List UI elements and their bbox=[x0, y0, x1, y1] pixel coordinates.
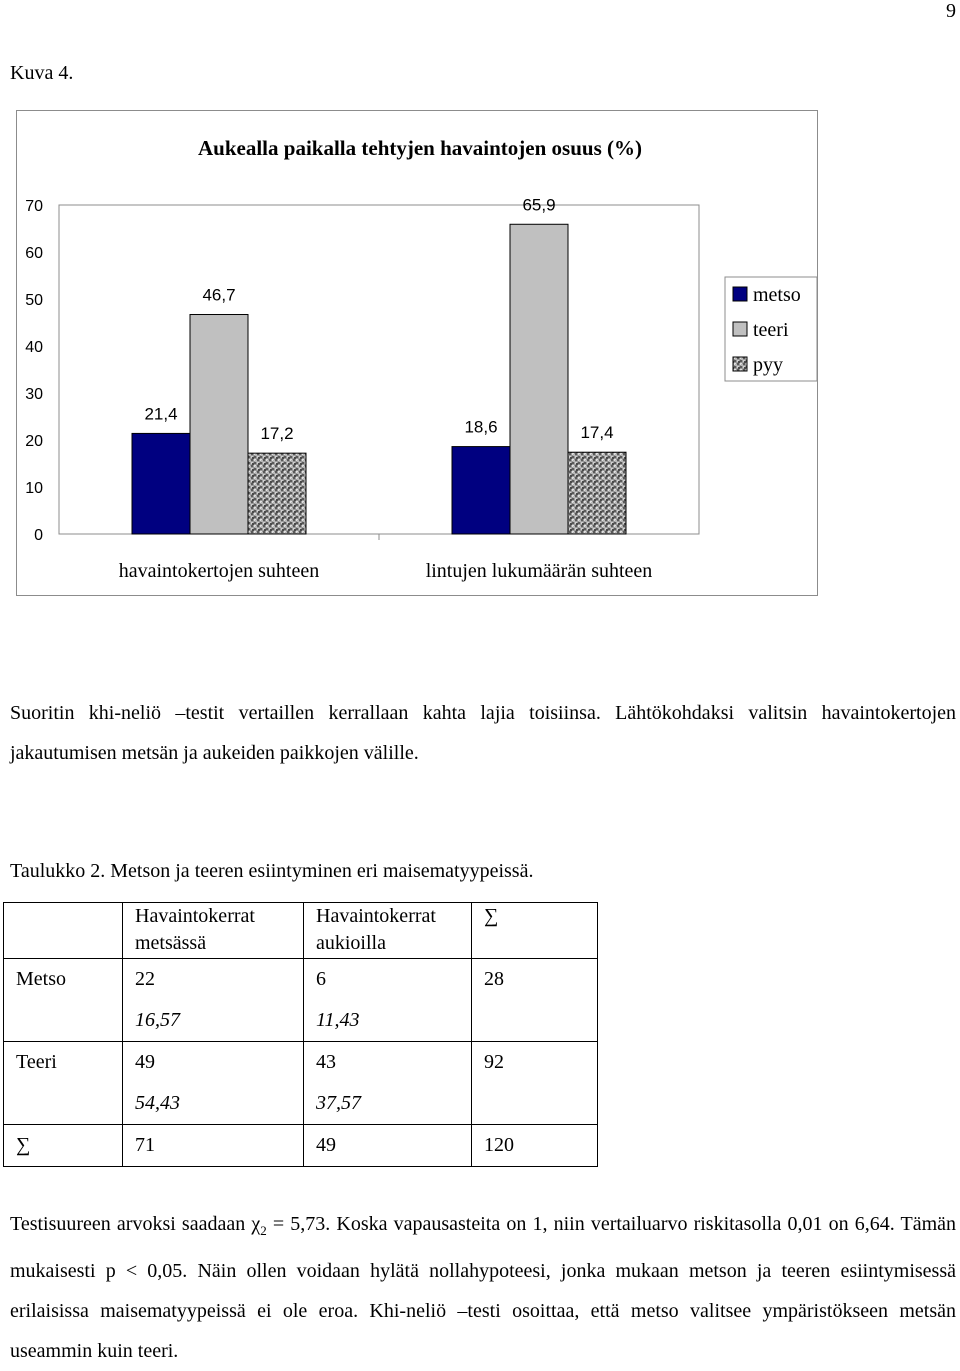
col-header-sum: ∑ bbox=[472, 903, 598, 959]
cell-metso-open: 6 11,43 bbox=[304, 959, 472, 1042]
total-label: ∑ bbox=[4, 1125, 123, 1167]
table-header-row bbox=[4, 903, 598, 959]
page-number: 9 bbox=[946, 0, 956, 22]
cell-metso-sum: 28 bbox=[472, 959, 598, 1042]
y-tick-label: 0 bbox=[34, 527, 43, 544]
table-total-row bbox=[4, 1125, 598, 1167]
bar-pyy bbox=[248, 453, 306, 534]
legend-label-pyy: pyy bbox=[753, 354, 783, 376]
data-label-teeri: 65,9 bbox=[522, 195, 556, 215]
row-label-teeri: Teeri bbox=[4, 1042, 123, 1125]
y-tick-label: 30 bbox=[25, 386, 43, 403]
bar-metso bbox=[452, 447, 510, 534]
col-header-open: Havaintokerrat aukioilla bbox=[304, 903, 472, 959]
paragraph-intro: Suoritin khi-neliö –testit vertaillen kerrallaan kahta lajia toisiinsa. Lähtökohdaksi valitsin havaintokertojen jakautumisen metsän ja aukeiden paikkojen välille. bbox=[10, 702, 956, 764]
total-sum: 120 bbox=[472, 1125, 598, 1167]
data-label-metso: 21,4 bbox=[144, 404, 178, 424]
y-tick-label: 40 bbox=[25, 339, 43, 356]
data-label-pyy: 17,4 bbox=[580, 423, 614, 443]
y-tick-label: 50 bbox=[25, 292, 43, 309]
result-text-start: Testisuureen arvoksi saadaan χ bbox=[10, 1213, 261, 1235]
chart-title: Aukealla paikalla tehtyjen havaintojen osuus (%) bbox=[198, 136, 642, 160]
table-row-teeri bbox=[4, 1042, 598, 1125]
total-forest: 71 bbox=[123, 1125, 304, 1167]
cell-teeri-forest: 49 54,43 bbox=[123, 1042, 304, 1125]
observation-table bbox=[3, 902, 598, 1167]
table-caption: Taulukko 2. Metson ja teeren esiintyminen eri maisematyypeissä. bbox=[10, 860, 534, 882]
total-open: 49 bbox=[304, 1125, 472, 1167]
figure-label: Kuva 4. bbox=[10, 62, 74, 84]
data-label-pyy: 17,2 bbox=[260, 424, 294, 444]
cell-metso-forest: 22 16,57 bbox=[123, 959, 304, 1042]
bar-teeri bbox=[190, 315, 248, 534]
y-tick-label: 70 bbox=[25, 198, 43, 215]
legend-label-metso: metso bbox=[753, 284, 801, 306]
col-header-forest: Havaintokerrat metsässä bbox=[123, 903, 304, 959]
x-category-label: havaintokertojen suhteen bbox=[118, 560, 320, 582]
cell-teeri-open: 43 37,57 bbox=[304, 1042, 472, 1125]
legend-swatch-teeri bbox=[733, 322, 747, 336]
y-tick-label: 60 bbox=[25, 245, 43, 262]
corner-cell bbox=[4, 903, 123, 959]
x-category-label: lintujen lukumäärän suhteen bbox=[425, 560, 653, 582]
legend-label-teeri: teeri bbox=[753, 319, 789, 341]
bar-metso bbox=[132, 433, 190, 534]
result-text-end: = 5,73. Koska vapausasteita on 1, niin vertailuarvo riskitasolla 0,01 on 6,64. Tämän mukaisesti p < 0,05. Näin ollen voidaan hylätä nollahypoteesi, jonka mukaan metson ja teeren esiintymisessä erilaisissa maisematyypeissä ei ole eroa. Khi-neliö –testi osoittaa, että metso valitsee ympäristökseen metsän useammin kuin teeri. bbox=[10, 1213, 956, 1362]
cell-teeri-sum: 92 bbox=[472, 1042, 598, 1125]
bar-teeri bbox=[510, 224, 568, 534]
row-label-metso: Metso bbox=[4, 959, 123, 1042]
table-row-metso bbox=[4, 959, 598, 1042]
chi-square-superscript: 2 bbox=[260, 1223, 267, 1238]
bar-pyy bbox=[568, 452, 626, 534]
legend-swatch-pyy bbox=[733, 357, 747, 371]
bar-chart bbox=[17, 111, 819, 597]
legend-swatch-metso bbox=[733, 287, 747, 301]
chart-frame bbox=[16, 110, 818, 596]
paragraph-result bbox=[10, 1204, 956, 1371]
y-tick-label: 20 bbox=[25, 433, 43, 450]
data-label-teeri: 46,7 bbox=[202, 285, 236, 305]
data-label-metso: 18,6 bbox=[464, 417, 498, 437]
y-tick-label: 10 bbox=[25, 480, 43, 497]
